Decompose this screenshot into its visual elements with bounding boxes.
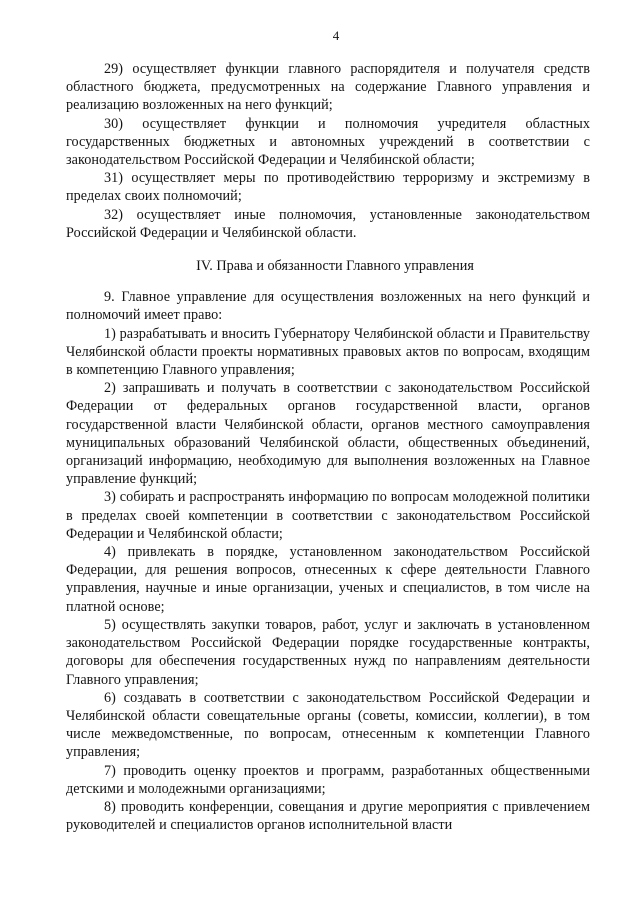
right-item-4: 4) привлекать в порядке, установленном законодательством Российской Федерации, для решения вопросов, отнесенных к сфере деятельности Главного управления, научные и иные организации, ученых и специалистов, в том числе на платной основе; bbox=[66, 544, 590, 615]
paragraph-30: 30) осуществляет функции и полномочия учредителя областных государственных бюджетных и автономных учреждений в соответствии с законодательством Российской Федерации и Челябинской области; bbox=[66, 115, 590, 169]
right-item-2: 2) запрашивать и получать в соответствии с законодательством Российской Федерации от федеральных органов государственной власти, органов государственной власти Челябинской области, органов местного самоуправления муниципальных образований Челябинской области, общественных объединений, организаций информацию, необходимую для выполнения возложенных на Главное управление функций; bbox=[66, 380, 590, 488]
paragraph-32: 32) осуществляет иные полномочия, установленные законодательством Российской Федерации и Челябинской области. bbox=[66, 206, 590, 241]
right-item-5: 5) осуществлять закупки товаров, работ, услуг и заключать в установленном законодательством Российской Федерации порядке государственные контракты, договоры для обеспечения государственных нужд по направлениям деятельности Главного управления; bbox=[66, 616, 590, 688]
paragraph-29: 29) осуществляет функции главного распорядителя и получателя средств областного бюджета, предусмотренных на содержание Главного управления и реализацию возложенных на него функций; bbox=[66, 61, 590, 114]
right-item-6: 6) создавать в соответствии с законодательством Российской Федерации и Челябинской области совещательные органы (советы, комиссии, коллегии), в том числе межведомственные, по вопросам, отнесенным к компетенции Главного управления; bbox=[66, 689, 590, 761]
section-heading: IV. Права и обязанности Главного управления bbox=[196, 258, 474, 275]
page-number: 4 bbox=[332, 28, 340, 43]
paragraph-31: 31) осуществляет меры по противодействию терроризму и экстремизму в пределах своих полномочий; bbox=[66, 170, 590, 205]
document-page bbox=[66, 28, 590, 834]
right-item-7: 7) проводить оценку проектов и программ, разработанных общественными детскими и молодежными организациями; bbox=[66, 762, 590, 797]
right-item-1: 1) разрабатывать и вносить Губернатору Челябинской области и Правительству Челябинской области проекты нормативных правовых актов по вопросам, входящим в компетенцию Главного управления; bbox=[66, 325, 590, 379]
right-item-3: 3) собирать и распространять информацию по вопросам молодежной политики в пределах своей компетенции в соответствии с законодательством Российской Федерации и Челябинской области; bbox=[66, 489, 590, 542]
paragraph-9-intro: 9. Главное управление для осуществления возложенных на него функций и полномочий имеет право: bbox=[66, 289, 590, 324]
right-item-8: 8) проводить конференции, совещания и другие мероприятия с привлечением руководителей и специалистов органов исполнительной власти bbox=[66, 798, 590, 834]
